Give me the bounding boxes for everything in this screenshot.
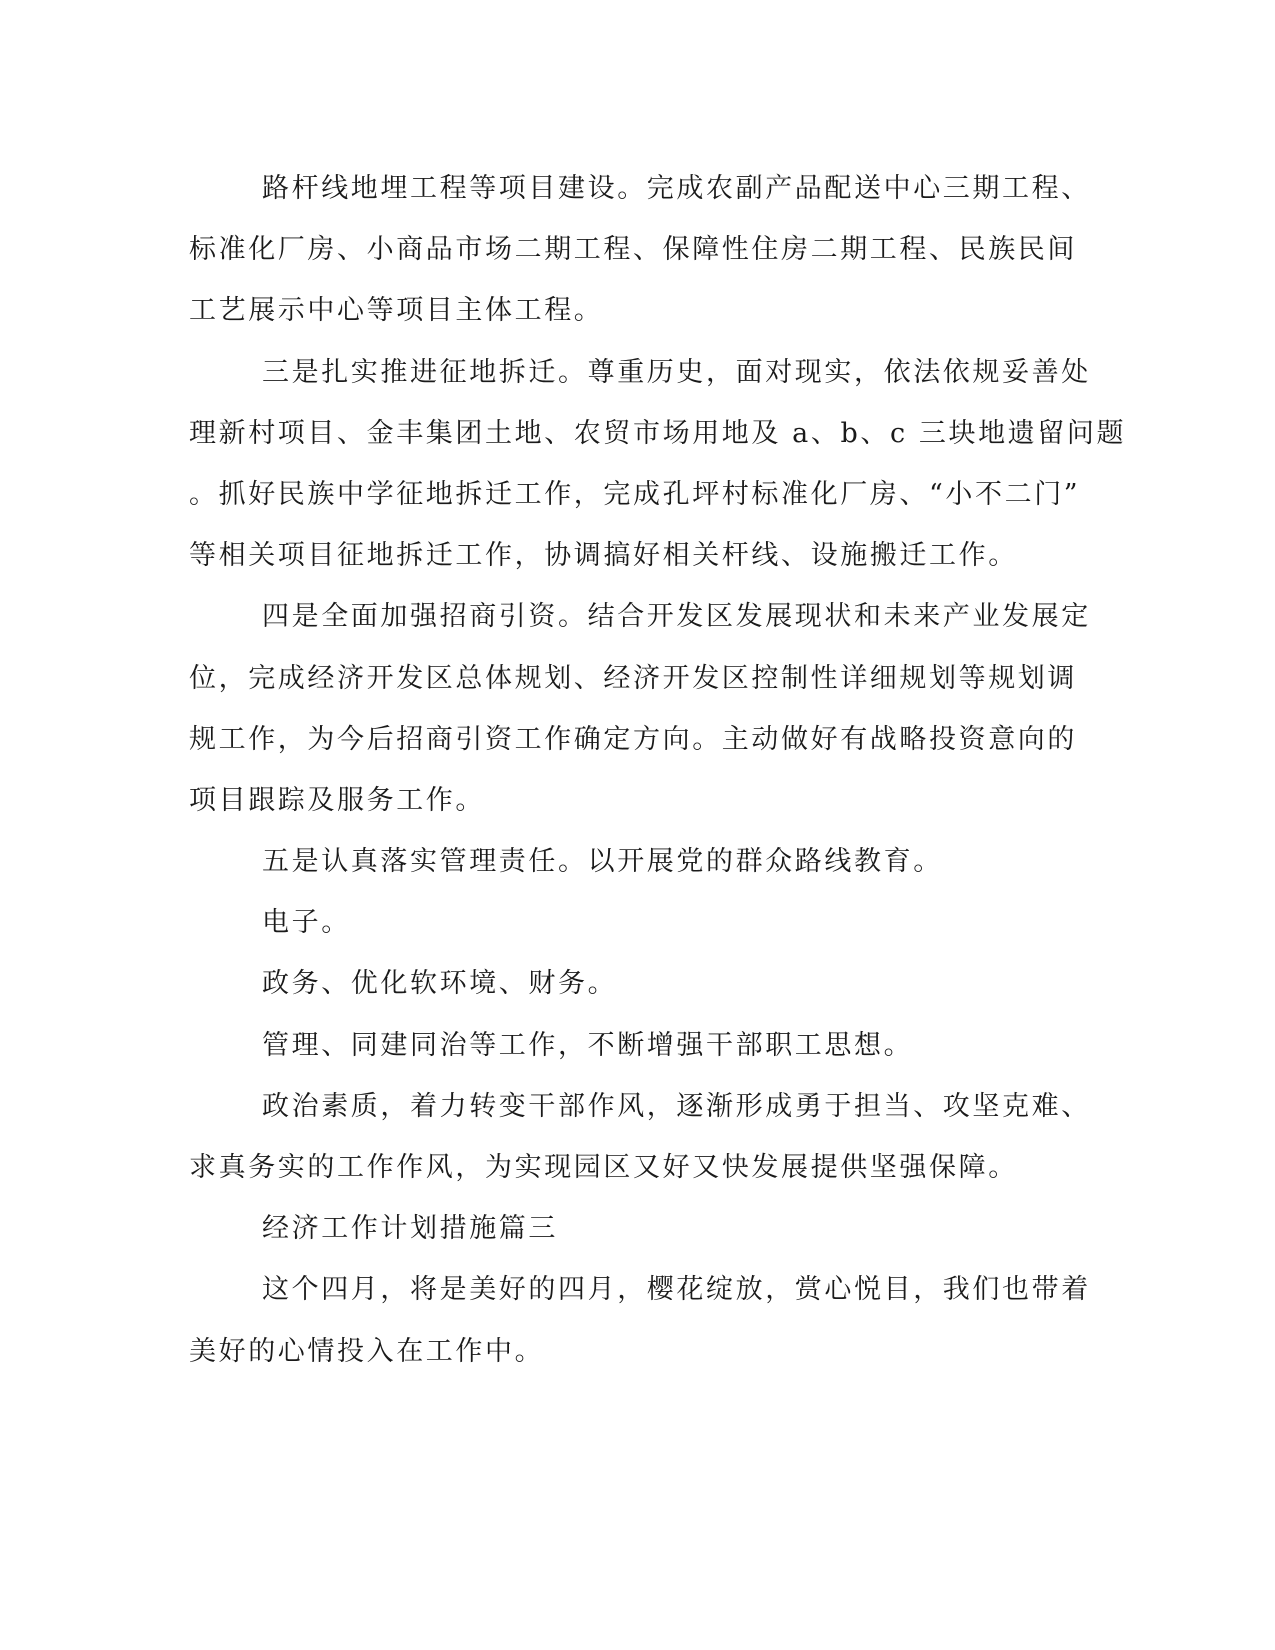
document-body <box>189 158 1127 1382</box>
text-line: 。抓好民族中学征地拆迁工作，完成孔坪村标准化厂房、“小不二门” <box>189 478 1081 510</box>
text-line: 三是扎实推进征地拆迁。尊重历史，面对现实，依法依规妥善处 <box>262 356 1091 388</box>
text-line: 工艺展示中心等项目主体工程。 <box>189 295 604 327</box>
text-line: 四是全面加强招商引资。结合开发区发展现状和未来产业发展定 <box>262 601 1091 633</box>
text-line: 这个四月，将是美好的四月，樱花绽放，赏心悦目，我们也带着 <box>262 1274 1091 1306</box>
text-line: 理新村项目、金丰集团土地、农贸市场用地及 a、b、c 三块地遗留问题 <box>189 417 1127 449</box>
text-line: 电子。 <box>262 907 351 939</box>
text-line: 五是认真落实管理责任。以开展党的群众路线教育。 <box>262 846 943 878</box>
text-line: 求真务实的工作作风，为实现园区又好又快发展提供坚强保障。 <box>189 1152 1018 1183</box>
text-line: 规工作，为今后招商引资工作确定方向。主动做好有战略投资意向的 <box>189 723 1077 755</box>
text-line: 政治素质，着力转变干部作风，逐渐形成勇于担当、攻坚克难、 <box>262 1090 1091 1122</box>
text-line: 路杆线地埋工程等项目建设。完成农副产品配送中心三期工程、 <box>262 173 1091 204</box>
text-line: 美好的心情投入在工作中。 <box>189 1335 545 1367</box>
section-heading: 经济工作计划措施篇三 <box>262 1213 558 1245</box>
text-line: 政务、优化软环境、财务。 <box>262 968 618 1000</box>
text-line: 标准化厂房、小商品市场二期工程、保障性住房二期工程、民族民间 <box>189 234 1077 266</box>
text-line: 项目跟踪及服务工作。 <box>189 784 485 816</box>
text-line: 等相关项目征地拆迁工作，协调搞好相关杆线、设施搬迁工作。 <box>189 540 1018 572</box>
text-line: 位，完成经济开发区总体规划、经济开发区控制性详细规划等规划调 <box>189 662 1077 694</box>
text-line: 管理、同建同治等工作，不断增强干部职工思想。 <box>262 1029 914 1061</box>
